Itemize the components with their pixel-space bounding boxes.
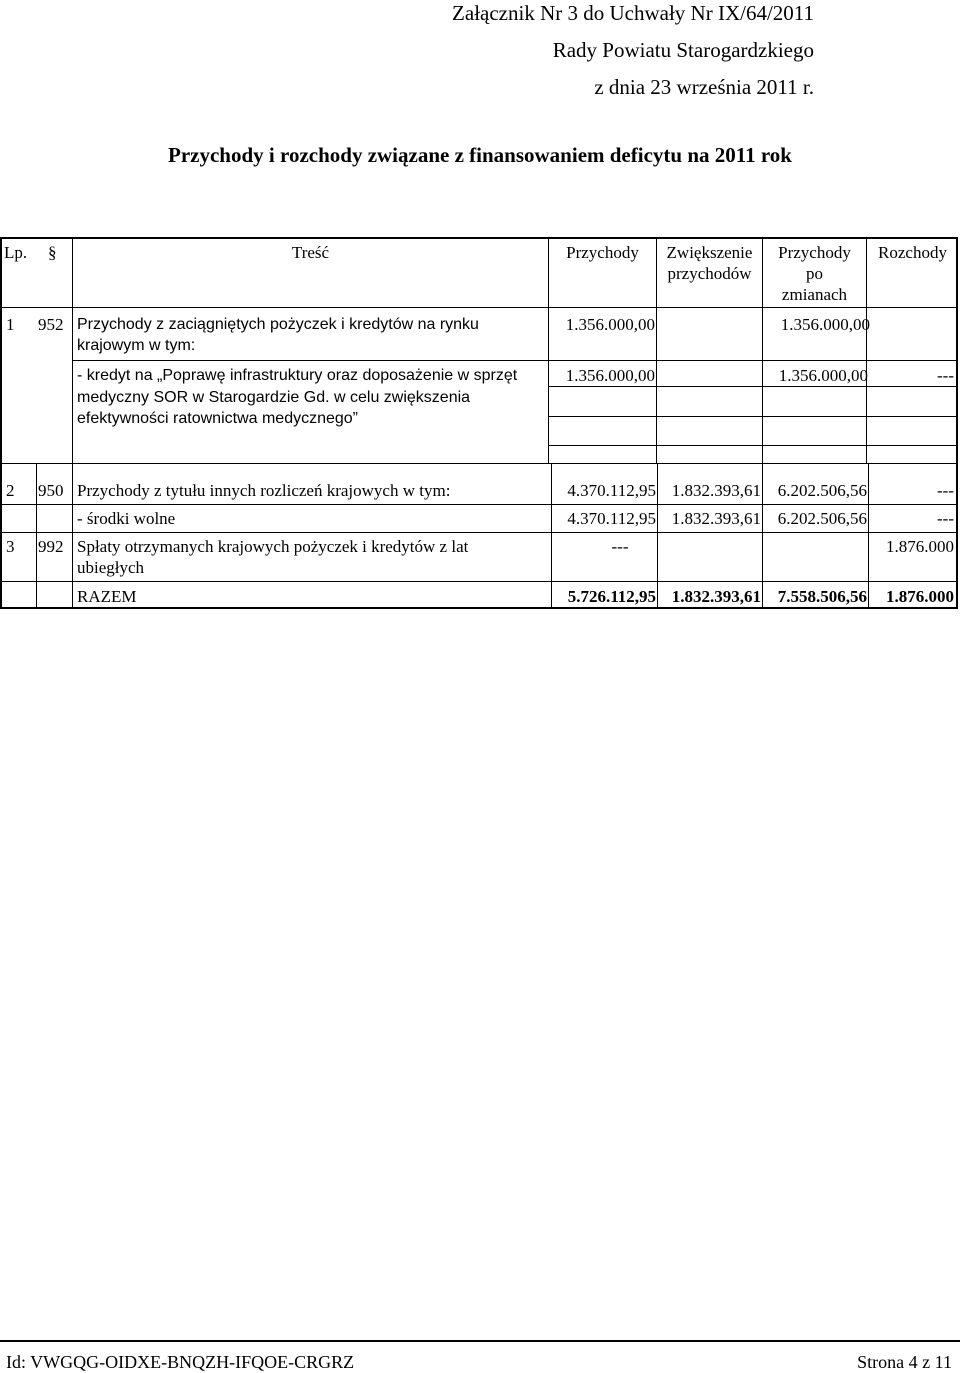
row1-description: Przychody z zaciągniętych pożyczek i kredytów na rynku [77,316,479,333]
header-lp: Lp. [4,243,28,262]
row2-paragraph: 950 [38,481,64,500]
row-divider [548,386,958,387]
row2-description: Przychody z tytułu innych rozliczeń krajowych w tym: [77,481,451,500]
total-zwiekszenie: 1.832.393,61 [671,587,761,606]
row-divider [548,445,958,446]
row1a-przychody: 1.356.000,00 [565,366,655,385]
row3-description-line2: ubiegłych [77,558,145,577]
header-rozchody: Rozchody [878,243,947,262]
row1a-description: - kredyt na „Poprawę infrastruktury oraz doposażenie w sprzęt [77,367,518,384]
header-przychody: Przychody [566,243,639,262]
col-divider [72,237,73,463]
row2a-rozchody: --- [937,509,954,528]
row2-zwiekszenie: 1.832.393,61 [671,481,761,500]
row2a-po-zmianach: 6.202.506,56 [777,509,867,528]
header-po-zmianach-line2: po [806,264,823,283]
row-divider [0,307,958,308]
header-tresc: Treść [291,243,330,262]
row-divider [0,581,958,582]
row3-lp: 3 [6,537,15,556]
row2a-zwiekszenie: 1.832.393,61 [671,509,761,528]
row-divider [0,504,958,505]
row3-przychody: --- [611,537,629,556]
row2-przychody: 4.370.112,95 [567,481,656,500]
header-po-zmianach-line3: zmianach [781,285,848,304]
document-title: Przychody i rozchody związane z finansowaniem deficytu na 2011 rok [168,143,792,167]
row1a-description-line3: efektywności ratownictwa medycznego” [77,410,359,427]
row1-lp: 1 [6,315,15,334]
row2a-description: - środki wolne [77,509,176,528]
row1-po-zmianach: 1.356.000,00 [780,315,870,334]
table-border-right [956,237,958,609]
total-przychody: 5.726.112,95 [567,587,656,606]
row3-description: Spłaty otrzymanych krajowych pożyczek i kredytów z lat [77,537,469,556]
row2-po-zmianach: 6.202.506,56 [777,481,867,500]
row1-description-line2: krajowym w tym: [77,337,196,354]
header-zwiekszenie: Zwiększenie [666,243,753,262]
row3-rozchody: 1.876.000 [886,537,954,556]
total-label: RAZEM [77,587,137,606]
total-rozchody: 1.876.000 [886,587,954,606]
row3-paragraph: 992 [38,537,64,556]
row1-paragraph: 952 [38,315,64,334]
footer-divider [0,1340,960,1342]
total-po-zmianach: 7.558.506,56 [777,587,867,606]
row1a-po-zmianach: 1.356.000,00 [778,366,868,385]
row1a-rozchody: --- [937,366,954,385]
row1a-description-line2: medyczny SOR w Starogardzie Gd. w celu zwiększenia [77,389,471,406]
row2-rozchody: --- [937,481,954,500]
row-divider [548,416,958,417]
document-id: Id: VWGQG-OIDXE-BNQZH-IFQOE-CRGRZ [6,1352,355,1372]
council-name-line: Rady Powiatu Starogardzkiego [552,38,814,62]
col-divider [72,463,73,608]
finance-table [0,0,960,620]
col-divider [548,237,549,463]
row2-lp: 2 [6,481,15,500]
resolution-date-line: z dnia 23 września 2011 r. [594,75,814,99]
col-divider [866,237,867,463]
page-number: Strona 4 z 11 [857,1352,952,1372]
header-po-zmianach: Przychody [778,243,851,262]
table-border-top [0,237,958,239]
table-border-bottom [0,607,958,609]
col-divider [36,463,37,608]
section-divider [0,463,958,464]
row2a-przychody: 4.370.112,95 [567,509,656,528]
row1-przychody: 1.356.000,00 [565,315,655,334]
row-divider [72,360,958,361]
resolution-annex-line: Załącznik Nr 3 do Uchwały Nr IX/64/2011 [452,1,814,25]
header-paragraph-sign: § [48,243,57,262]
header-zwiekszenie-line2: przychodów [667,264,752,283]
table-border-left [0,237,2,609]
row-divider [0,532,958,533]
